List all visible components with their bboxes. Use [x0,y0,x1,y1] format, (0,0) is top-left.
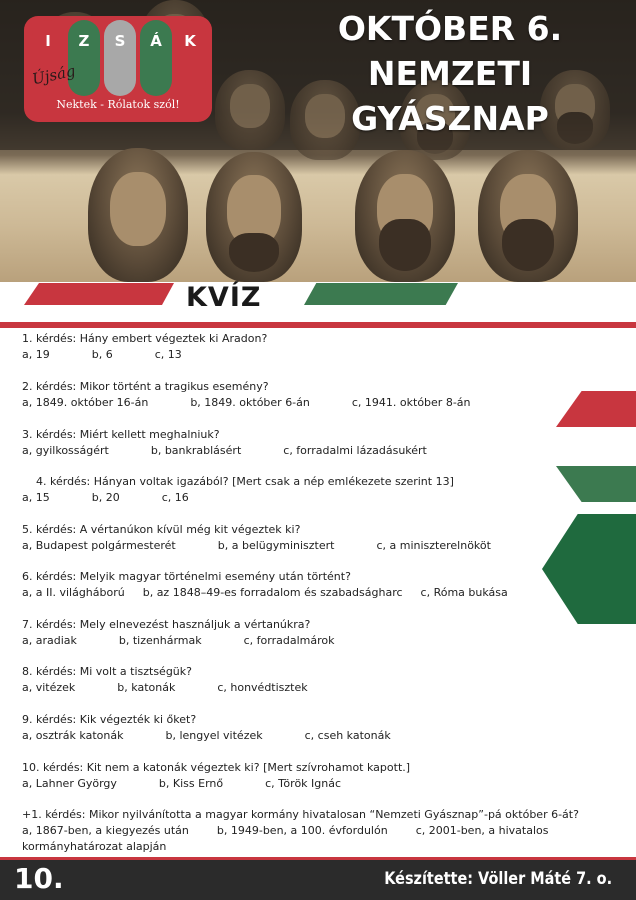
red-parallelogram [24,283,174,305]
question-text: 1. kérdés: Hány embert végeztek ki Aradon? [22,332,268,345]
answer-b: b, bankrablásért [150,444,242,457]
answer-c: c, 2001-ben, a hivatalos kormányhatározat alapján [22,824,549,853]
question-5 [22,522,636,554]
author-credit: Készítette: Völler Máté 7. o. [384,869,612,889]
question-10 [22,760,636,792]
answer-row [22,395,636,411]
question-text: 2. kérdés: Mikor történt a tragikus esemény? [22,380,269,393]
izsak-logo [24,16,212,122]
title-line-1: OKTÓBER 6. [337,9,563,48]
question-text: 6. kérdés: Melyik magyar történelmi esemény után történt? [22,570,351,583]
answer-a: a, 15 [22,491,50,504]
answer-c: c, cseh katonák [304,729,391,742]
logo-letter-s: S [114,32,126,50]
portrait-3 [355,150,455,282]
page-title [300,6,600,141]
logo-letter-z: Z [78,32,90,50]
logo-letter-i: I [45,32,51,50]
logo-letter-a: Á [150,32,162,50]
answer-row [22,728,636,744]
question-text: 9. kérdés: Kik végezték ki őket? [22,713,197,726]
footer [0,857,636,900]
question-text: 4. kérdés: Hányan voltak igazából? [Mert csak a nép emlékezete szerint 13] [36,475,454,488]
answer-row [22,823,636,855]
answer-c: c, honvédtisztek [217,681,308,694]
answer-c: c, forradalmárok [243,634,335,647]
section-heading: KVÍZ [186,282,262,313]
answer-c: c, 1941. október 8-án [351,396,471,409]
header-image [0,0,636,282]
question-text: 8. kérdés: Mi volt a tisztségük? [22,665,192,678]
answer-a: a, 1867-ben, a kiegyezés után [22,824,189,837]
question-8 [22,664,636,696]
answer-row [22,776,636,792]
answer-c: c, Török Ignác [265,777,342,790]
question-3 [22,427,636,459]
question-2 [22,379,636,411]
answer-a: a, 19 [22,348,50,361]
divider-line [0,322,636,328]
answer-b: b, lengyel vitézek [165,729,263,742]
answer-b: b, tizenhármak [118,634,202,647]
answer-a: a, 1849. október 16-án [22,396,149,409]
answer-c: c, Róma bukása [420,586,508,599]
answer-c: c, 16 [161,491,189,504]
page-number: 10. [14,862,64,895]
question-text: 3. kérdés: Miért kellett meghalniuk? [22,428,220,441]
answer-a: a, vitézek [22,681,76,694]
answer-c: c, forradalmi lázadásukért [283,444,427,457]
green-parallelogram [304,283,458,305]
question-7 [22,617,636,649]
answer-a: a, Budapest polgármesterét [22,539,176,552]
question-text: +1. kérdés: Mikor nyilvánította a magyar kormány hivatalosan “Nemzeti Gyásznap”-pá október 6-át? [22,808,579,821]
question-6 [22,569,636,601]
answer-a: a, aradiak [22,634,77,647]
answer-a: a, a II. világháború [22,586,125,599]
answer-b: b, 1849. október 6-án [190,396,310,409]
logo-letter-k: K [184,32,196,50]
answer-row [22,443,636,459]
question-bonus [22,807,636,855]
answer-b: b, katonák [117,681,176,694]
answer-row [22,490,636,506]
portrait-4 [478,150,578,282]
answer-a: a, Lahner György [22,777,117,790]
answer-b: b, Kiss Ernő [158,777,224,790]
title-line-2: NEMZETI [367,54,533,93]
answer-b: b, 1949-ben, a 100. évfordulón [216,824,388,837]
answer-row [22,680,636,696]
title-line-3: GYÁSZNAP [351,99,549,138]
answer-c: c, a miniszterelnököt [376,539,491,552]
answer-a: a, gyilkosságért [22,444,109,457]
logo-tagline: Nektek - Rólatok szól! [56,98,180,111]
answer-c: c, 13 [154,348,182,361]
portrait-1 [88,148,188,282]
answer-row [22,538,636,554]
answer-row [22,633,636,649]
question-text: 7. kérdés: Mely elnevezést használjuk a vértanúkra? [22,618,311,631]
portrait-bg-3 [215,70,285,150]
answer-row [22,347,636,363]
answer-b: b, a belügyminisztert [217,539,335,552]
answer-b: b, 20 [91,491,120,504]
question-1 [22,331,636,363]
answer-b: b, 6 [91,348,113,361]
question-text: 10. kérdés: Kit nem a katonák végeztek ki? [Mert szívrohamot kapott.] [22,761,411,774]
answer-b: b, az 1848–49-es forradalom és szabadságharc [142,586,403,599]
question-9 [22,712,636,744]
portrait-2 [206,152,302,282]
question-text: 5. kérdés: A vértanúkon kívül még kit végeztek ki? [22,523,301,536]
question-4 [22,474,636,506]
answer-row [22,585,636,601]
answer-a: a, osztrák katonák [22,729,124,742]
logo-ujsag: Újság [30,61,77,89]
